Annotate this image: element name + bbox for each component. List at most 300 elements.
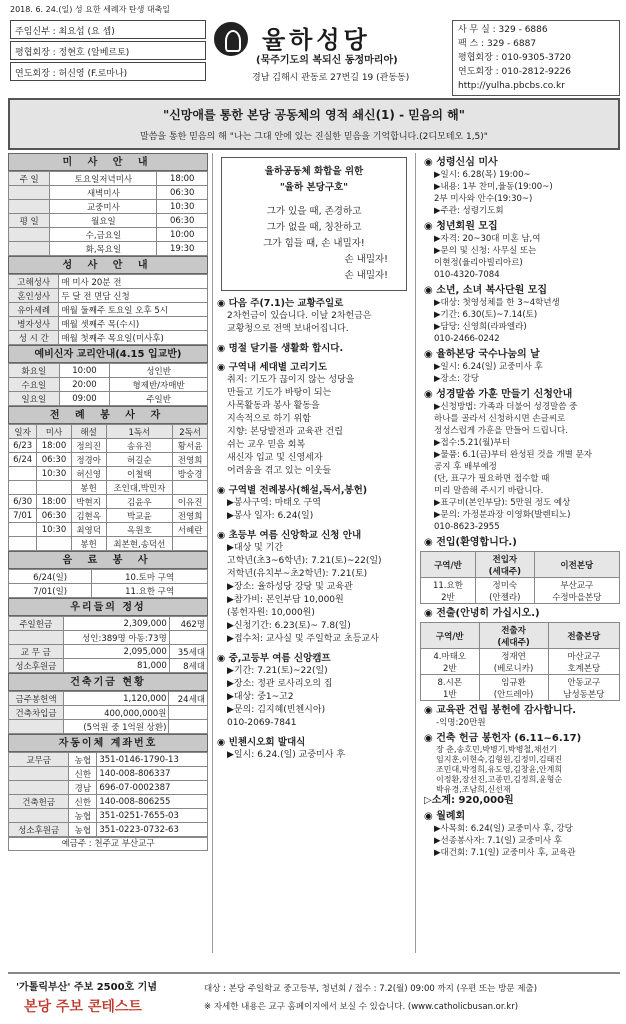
table-cell: 봉헌 bbox=[71, 481, 106, 495]
table-cell: 송유진 bbox=[106, 439, 173, 453]
table-row bbox=[9, 781, 208, 795]
table-cell: 18:00 bbox=[157, 172, 208, 186]
catech-title: 예비신자 교리안내(4.15 입교반) bbox=[8, 345, 208, 363]
notice-line: ▶기간: 7.21(토)~22(일) bbox=[227, 666, 328, 676]
theme-banner bbox=[8, 98, 620, 150]
table-cell: 교 무 금 bbox=[9, 645, 64, 659]
transfer-in-table bbox=[420, 551, 620, 604]
table-cell: 안동교구 남성동본당 bbox=[548, 675, 619, 701]
table-cell: 박현지 bbox=[71, 495, 106, 509]
contact-line: 팩 스 : 329 - 6887 bbox=[458, 39, 537, 49]
table-cell: 전영희 bbox=[173, 509, 208, 523]
table-cell: 140-008-806255 bbox=[97, 795, 208, 809]
table-row bbox=[421, 675, 620, 701]
notice-item bbox=[217, 736, 411, 762]
table-cell: 매 미사 20분 전 bbox=[59, 275, 208, 289]
notice-title: ◉ 구역별 전례봉사(해설,독서,봉헌) bbox=[217, 484, 411, 497]
table-row bbox=[9, 645, 208, 659]
table-row bbox=[9, 453, 208, 467]
table-cell: 2,095,000 bbox=[63, 645, 169, 659]
table-cell: 농협 bbox=[69, 823, 97, 837]
table-header-cell: 구역/반 bbox=[421, 623, 480, 649]
liturgy-title: 전 례 봉 사 자 bbox=[8, 406, 208, 424]
notice-line: 공지 후 배부예정 bbox=[434, 462, 497, 472]
table-cell: 화,목요일 bbox=[50, 242, 157, 256]
notice-line: ▶일시: 6.24(일) 교중미사 후 bbox=[434, 362, 543, 372]
notice-line: ▶문의: 김지혜(빈첸시아) bbox=[227, 705, 326, 715]
table-cell: 18:00 bbox=[37, 439, 72, 453]
notice-line: ▶내용: 1부 찬미,율동(19:00~) bbox=[434, 182, 553, 192]
table-row bbox=[9, 767, 208, 781]
notice-line: ▶신청방법: 가족과 더불어 성경말씀 중 bbox=[434, 402, 578, 412]
table-cell: 정재연 (베로니카) bbox=[479, 649, 548, 675]
table-cell bbox=[169, 706, 208, 720]
transfer-in-title: ◉ 전입(환영합니다.) bbox=[424, 537, 618, 549]
table-cell: 교중미사 bbox=[50, 200, 157, 214]
notice-line: ▶담당: 신영희(라파엘라) bbox=[434, 322, 527, 332]
table-cell: 전영희 bbox=[173, 453, 208, 467]
notice-line: 2부 미사와 안수(19:30~) bbox=[434, 194, 533, 204]
build-table bbox=[8, 691, 208, 734]
table-cell: 김윤우 bbox=[106, 495, 173, 509]
table-row bbox=[9, 242, 208, 256]
notice-line: ▶신청기간: 6.23(토)~ 7.8(일) bbox=[227, 621, 351, 631]
table-cell bbox=[9, 200, 50, 214]
notice-line: 만들고 기도가 바탕이 되는 bbox=[227, 388, 332, 398]
notice-line: 저학년(유치부~초2학년): 7.21(토) bbox=[227, 569, 368, 579]
notice-line: 새신자 입교 및 신영세자 bbox=[227, 453, 323, 463]
table-cell: 성 시 간 bbox=[9, 331, 59, 345]
table-row bbox=[421, 649, 620, 675]
table-cell: 수요일 bbox=[9, 378, 60, 392]
table-row bbox=[9, 228, 208, 242]
music-title: 음 료 봉 사 bbox=[8, 551, 208, 569]
issue-date: 2018. 6. 24.(일) 성 요한 세례자 탄생 대축일 bbox=[10, 5, 171, 14]
table-row bbox=[9, 275, 208, 289]
table-cell: 정의진 bbox=[71, 439, 106, 453]
contact-box bbox=[452, 20, 620, 96]
table-row bbox=[9, 200, 208, 214]
build-title: 건축기금 현황 bbox=[8, 673, 208, 691]
mass-table bbox=[8, 171, 208, 256]
table-header-cell: 전출본당 bbox=[548, 623, 619, 649]
table-cell: 351-0223-0732-63 bbox=[97, 823, 208, 837]
table-cell: 김현옥 bbox=[71, 509, 106, 523]
table-cell: 462명 bbox=[169, 617, 207, 631]
notice-line: ▶문의: 가정분과장 이영화(발렌티노) bbox=[434, 510, 571, 520]
notice-line: ▶물품: 6.1(금)부터 완성된 것을 개별 문자 bbox=[434, 450, 593, 460]
table-cell: 월요일 bbox=[50, 214, 157, 228]
table-cell: 8.시몬 1반 bbox=[421, 675, 480, 701]
table-cell: 06:30 bbox=[37, 453, 72, 467]
notice-item bbox=[424, 285, 618, 345]
table-row bbox=[9, 659, 208, 673]
website-link[interactable]: http://yulha.pbcbs.co.kr bbox=[458, 81, 565, 91]
table-cell: 금주봉헌액 bbox=[9, 692, 64, 706]
table-cell: 이철택 bbox=[106, 467, 173, 481]
notice-line: 010-2069-7841 bbox=[227, 718, 297, 728]
donor-line: 박유경,조남희,신선재 bbox=[436, 785, 511, 794]
notice-item bbox=[424, 349, 618, 385]
monthly-line: ▶사목회: 6.24(일) 교중미사 후, 강당 bbox=[434, 824, 573, 834]
notice-title: ◉ 중,고등부 여름 신앙캠프 bbox=[217, 652, 411, 665]
notice-title: ◉ 성령신심 미사 bbox=[424, 157, 618, 169]
banner-verse: 말씀을 통한 믿음의 해 "나는 그대 안에 있는 진실한 믿음을 기억합니다.(2디모테오 1,5)" bbox=[140, 132, 488, 142]
contact-line: 평협회장 : 010-9305-3720 bbox=[458, 53, 572, 63]
table-header-cell: 전출자 (세대주) bbox=[479, 623, 548, 649]
table-header-row bbox=[9, 425, 208, 439]
table-cell: 마산교구 호계본당 bbox=[548, 649, 619, 675]
table-row bbox=[9, 509, 208, 523]
parish-emblem-icon bbox=[214, 22, 248, 56]
notice-line: 고학년(초3~6학년): 7.21(토)~22(일) bbox=[227, 556, 382, 566]
table-cell: 교무금 bbox=[9, 753, 69, 767]
table-cell: 황서윤 bbox=[173, 439, 208, 453]
thanks-title: ◉ 교육관 건립 봉헌에 감사합니다. bbox=[424, 705, 618, 717]
table-cell bbox=[37, 537, 72, 551]
table-cell: 7/01(일) bbox=[9, 584, 92, 598]
table-cell: 10.토마 구역 bbox=[92, 570, 208, 584]
finance-title: 우리들의 정성 bbox=[8, 598, 208, 616]
table-cell bbox=[169, 720, 208, 734]
table-cell: 임규환 (안드레아) bbox=[479, 675, 548, 701]
table-cell bbox=[9, 720, 64, 734]
notice-line: 010-2466-0242 bbox=[434, 334, 500, 344]
table-cell: 토요일저녁미사 bbox=[50, 172, 157, 186]
table-cell: 81,000 bbox=[63, 659, 169, 673]
sacrament-title: 성 사 안 내 bbox=[8, 256, 208, 274]
notice-title: ◉ 성경말씀 가훈 만들기 신청안내 bbox=[424, 389, 618, 401]
contact-line: 연도회장 : 010-2812-9226 bbox=[458, 67, 572, 77]
catech-table bbox=[8, 363, 208, 406]
notice-title: ◉ 율하본당 국수나눔의 날 bbox=[424, 349, 618, 361]
table-cell: 10:30 bbox=[37, 523, 72, 537]
notice-line: ▶표구비(본인부담): 5만원 정도 예상 bbox=[434, 498, 571, 508]
table-row bbox=[421, 578, 620, 604]
table-cell: 혼인성사 bbox=[9, 289, 59, 303]
table-cell bbox=[9, 467, 37, 481]
table-cell: 최영덕 bbox=[71, 523, 106, 537]
table-cell: 06:30 bbox=[157, 214, 208, 228]
table-header-cell: 전입자 (세대주) bbox=[475, 552, 534, 578]
notice-line: 010-4320-7084 bbox=[434, 270, 500, 280]
table-cell: 매월 첫째주 목요일(미사후) bbox=[59, 331, 208, 345]
transfer-out-table bbox=[420, 622, 620, 701]
table-row bbox=[9, 631, 208, 645]
table-cell: (5억원 중 1억원 상환) bbox=[64, 720, 169, 734]
table-header-cell: 이전본당 bbox=[534, 552, 619, 578]
notice-title: ◉ 소년, 소녀 복사단원 모집 bbox=[424, 285, 618, 297]
table-cell bbox=[9, 781, 69, 795]
notice-line: ▶봉사 일자: 6.24(일) bbox=[227, 511, 314, 521]
table-row bbox=[9, 795, 208, 809]
notice-item bbox=[217, 484, 411, 523]
donor-line: 조민대,박정희,유도영,김창윤,안계희 bbox=[436, 765, 563, 774]
table-cell: 유아세례 bbox=[9, 303, 59, 317]
table-cell: 11.요한 2반 bbox=[421, 578, 476, 604]
table-cell: 형제반/자매반 bbox=[110, 378, 208, 392]
notice-line: 지향: 본당발전과 교육관 건립 bbox=[227, 427, 343, 437]
notice-line: ▶대상: 중1~고2 bbox=[227, 692, 294, 702]
table-cell: 6/24 bbox=[9, 453, 37, 467]
table-cell: 일요일 bbox=[9, 392, 60, 406]
contest-info: 대상 : 본당 주일학교 중고등부, 청년회 / 접수 : 7.2(월) 09:00 까지 (우편 또는 방문 제출) bbox=[204, 984, 538, 994]
table-row bbox=[9, 809, 208, 823]
table-cell: 7/01 bbox=[9, 509, 37, 523]
contest-name: 본당 주보 콘테스트 bbox=[24, 999, 142, 1015]
table-row bbox=[9, 186, 208, 200]
table-cell bbox=[173, 481, 208, 495]
staff-row: 평협회장 : 정현호 (알베르토) bbox=[10, 41, 206, 60]
monthly-title: ◉ 월례회 bbox=[424, 811, 618, 823]
table-cell: 4.마태오 2반 bbox=[421, 649, 480, 675]
finance-table bbox=[8, 616, 208, 673]
notice-line: 미리 말씀해 주시기 바랍니다. bbox=[434, 486, 544, 496]
table-row bbox=[9, 753, 208, 767]
account-table bbox=[8, 752, 208, 837]
table-cell: 농협 bbox=[69, 809, 97, 823]
motto-line: 그가 없을 때, 칭찬하고 bbox=[266, 222, 362, 233]
notice-title: ◉ 초등부 여름 신앙학교 신청 안내 bbox=[217, 529, 411, 542]
motto-subtitle: "율하 본당구호" bbox=[279, 182, 349, 193]
table-cell: 최본현,송덕선 bbox=[106, 537, 173, 551]
table-cell: 19:30 bbox=[157, 242, 208, 256]
table-cell bbox=[37, 481, 72, 495]
donor-line: 장 춘,송호민,박병기,박병철,채선기 bbox=[436, 745, 557, 754]
table-cell bbox=[9, 186, 50, 200]
table-cell: 이유진 bbox=[173, 495, 208, 509]
notice-item bbox=[217, 529, 411, 646]
table-row bbox=[9, 467, 208, 481]
table-cell: 신한 bbox=[69, 767, 97, 781]
notice-item bbox=[217, 361, 411, 478]
notice-line: ▶자격: 20~30대 미혼 남,여 bbox=[434, 234, 541, 244]
table-row bbox=[9, 481, 208, 495]
liturgy-table bbox=[8, 424, 208, 551]
notice-line: ▶봉사구역: 마태오 구역 bbox=[227, 498, 321, 508]
mass-title: 미 사 안 내 bbox=[8, 153, 208, 171]
table-row bbox=[9, 823, 208, 837]
notice-line: ▶일시: 6.28(목) 19:00~ bbox=[434, 170, 531, 180]
table-row bbox=[9, 495, 208, 509]
monthly-line: ▶대건회: 7.1(일) 교중미사 후, 교육관 bbox=[434, 848, 576, 858]
notice-title: ◉ 구역내 세대별 고리기도 bbox=[217, 361, 411, 374]
table-cell: 2,309,000 bbox=[63, 617, 169, 631]
notice-line: 010-8623-2955 bbox=[434, 522, 500, 532]
table-cell: 평 일 bbox=[9, 214, 50, 228]
table-header-cell: 구역/반 bbox=[421, 552, 476, 578]
table-cell: 성소후원금 bbox=[9, 823, 69, 837]
contest-title: '가톨릭부산' 주보 2500호 기념 bbox=[16, 982, 157, 993]
table-cell bbox=[9, 523, 37, 537]
table-cell bbox=[9, 809, 69, 823]
notice-line: ▶기간: 6.30(토)~7.14(토) bbox=[434, 310, 538, 320]
table-header-cell: 1독서 bbox=[106, 425, 173, 439]
table-cell: 서혜란 bbox=[173, 523, 208, 537]
table-row bbox=[9, 570, 208, 584]
table-cell: 10:30 bbox=[37, 467, 72, 481]
table-cell: 매월 셋째주 목(수시) bbox=[59, 317, 208, 331]
staff-row: 주임신부 : 최요섭 (요 셉) bbox=[10, 20, 206, 39]
table-cell: 8세대 bbox=[169, 659, 207, 673]
table-cell: 성인반 bbox=[110, 364, 208, 378]
table-row bbox=[9, 289, 208, 303]
table-cell: 박교윤 bbox=[106, 509, 173, 523]
motto-line: 손 내밀자! bbox=[344, 270, 388, 281]
table-header-cell: 미사 bbox=[37, 425, 72, 439]
build-offer-title: ◉ 건축 헌금 봉헌자 (6.11~6.17) bbox=[424, 733, 618, 745]
table-cell: 351-0251-7655-03 bbox=[97, 809, 208, 823]
table-header-cell: 해설 bbox=[71, 425, 106, 439]
notice-line: 정성스럽게 가훈을 만들어 드립니다. bbox=[434, 426, 568, 436]
notice-line: ▶대상 및 기간 bbox=[227, 543, 284, 553]
table-cell: 건축차입금 bbox=[9, 706, 64, 720]
table-row bbox=[9, 537, 208, 551]
banner-title: "신망애를 통한 본당 공동체의 영적 쇄신(1) - 믿음의 해" bbox=[162, 108, 466, 122]
table-row bbox=[9, 523, 208, 537]
notice-item bbox=[217, 652, 411, 730]
table-cell: 고해성사 bbox=[9, 275, 59, 289]
table-cell: 옥원호 bbox=[106, 523, 173, 537]
notice-item bbox=[217, 297, 411, 336]
build-offer-total: ▷소계: 920,000원 bbox=[424, 795, 514, 806]
table-row bbox=[9, 439, 208, 453]
notice-item bbox=[424, 221, 618, 281]
table-cell: 건축헌금 bbox=[9, 795, 69, 809]
table-cell: 10:30 bbox=[157, 200, 208, 214]
account-title: 자동이체 계좌번호 bbox=[8, 734, 208, 752]
notice-line: 어려움을 겪고 있는 이웃들 bbox=[227, 466, 332, 476]
motto-line: 그가 힘들 때, 손 내밀자! bbox=[263, 238, 365, 249]
table-row bbox=[9, 706, 208, 720]
notice-line: ▶장소: 정관 로사리오의 집 bbox=[227, 679, 333, 689]
left-column bbox=[8, 153, 208, 851]
middle-column bbox=[212, 153, 416, 953]
right-column bbox=[420, 153, 620, 859]
table-cell: 1,120,000 bbox=[64, 692, 169, 706]
motto-line: 손 내밀자! bbox=[344, 254, 388, 265]
table-cell: 주일헌금 bbox=[9, 617, 64, 631]
table-row bbox=[9, 303, 208, 317]
table-cell: 06:30 bbox=[37, 509, 72, 523]
table-row bbox=[9, 331, 208, 345]
contest-note: ※ 자세한 내용은 교구 홈페이지에서 보실 수 있습니다. (www.catholicbusan.or.kr) bbox=[204, 1002, 519, 1012]
table-cell: 140-008-806337 bbox=[97, 767, 208, 781]
table-cell: 농협 bbox=[69, 753, 97, 767]
notice-item bbox=[217, 342, 411, 355]
table-cell bbox=[9, 537, 37, 551]
table-row bbox=[9, 364, 208, 378]
table-row bbox=[9, 720, 208, 734]
table-cell: 주일반 bbox=[110, 392, 208, 406]
table-header-row bbox=[421, 623, 620, 649]
notice-line: ▶문의 및 신청: 사무실 또는 bbox=[434, 246, 537, 256]
notice-line: (봉헌자원: 10,000원) bbox=[227, 608, 315, 618]
footer bbox=[8, 972, 620, 1022]
notice-title: ◉ 다음 주(7.1)는 교황주일로 bbox=[217, 297, 411, 310]
monthly-line: ▶선종봉사자: 7.1(일) 교중미사 후 bbox=[434, 836, 562, 846]
table-cell bbox=[169, 631, 207, 645]
notice-line: ▶접수처: 교사실 및 주일학교 초등교사 bbox=[227, 634, 379, 644]
table-cell: 정경아 bbox=[71, 453, 106, 467]
table-row bbox=[9, 392, 208, 406]
table-cell: 06:30 bbox=[157, 186, 208, 200]
table-row bbox=[9, 692, 208, 706]
table-header-cell: 일자 bbox=[9, 425, 37, 439]
table-cell: 정미숙 (안젤라) bbox=[475, 578, 534, 604]
notice-line: 하나를 골라서 신청하시면 손글씨로 bbox=[434, 414, 566, 424]
table-row bbox=[9, 214, 208, 228]
table-cell bbox=[9, 631, 64, 645]
table-cell: 09:00 bbox=[59, 392, 109, 406]
table-cell: 35세대 bbox=[169, 645, 207, 659]
table-cell: 20:00 bbox=[59, 378, 109, 392]
notice-line: 이현정(율리아빌리아르) bbox=[434, 258, 523, 268]
table-cell: 성인:389명 아동:73명 bbox=[63, 631, 169, 645]
parish-name: 율하성당 bbox=[262, 26, 371, 54]
table-cell: 방숭경 bbox=[173, 467, 208, 481]
notice-item bbox=[424, 157, 618, 217]
table-cell: 24세대 bbox=[169, 692, 208, 706]
notice-line: 쉬는 교우 믿음 회복 bbox=[227, 440, 306, 450]
notice-item bbox=[424, 389, 618, 533]
notice-line: ▶주관: 성령기도회 bbox=[434, 206, 504, 216]
donor-line: 임지훈,이현숙,김형원,김정미,김태진 bbox=[436, 755, 563, 764]
table-cell: 화요일 bbox=[9, 364, 60, 378]
table-header-cell: 2독서 bbox=[173, 425, 208, 439]
notice-line: ▶대상: 첫영성체를 한 3~4학년생 bbox=[434, 298, 560, 308]
table-cell: 6/24(일) bbox=[9, 570, 92, 584]
notice-title: ◉ 명절 달기를 생활화 합시다. bbox=[217, 342, 411, 355]
notice-line: ▶장소: 강당 bbox=[434, 374, 479, 384]
table-cell: 조인대,박민자 bbox=[106, 481, 173, 495]
transfer-out-title: ◉ 전출(안녕히 가십시오.) bbox=[424, 608, 618, 620]
table-cell: 11.요한 구역 bbox=[92, 584, 208, 598]
table-cell bbox=[173, 537, 208, 551]
notice-line: 2차헌금이 있습니다. 이날 2차헌금은 bbox=[227, 311, 372, 321]
notice-title: ◉ 빈첸시오회 발대식 bbox=[217, 736, 411, 749]
parish-motto-box bbox=[221, 157, 407, 291]
table-cell: 병자성사 bbox=[9, 317, 59, 331]
table-cell bbox=[9, 481, 37, 495]
account-holder: 예금주 : 천주교 부산교구 bbox=[8, 837, 208, 851]
table-header-row bbox=[421, 552, 620, 578]
table-cell: 696-07-0002387 bbox=[97, 781, 208, 795]
table-cell: 수,금요일 bbox=[50, 228, 157, 242]
notice-line: ▶접수:5.21(월)부터 bbox=[434, 438, 511, 448]
motto-title: 율하공동체 화합을 위한 bbox=[264, 166, 364, 177]
notice-title: ◉ 청년회원 모집 bbox=[424, 221, 618, 233]
table-cell: 주 일 bbox=[9, 172, 50, 186]
table-row bbox=[9, 317, 208, 331]
table-cell bbox=[9, 767, 69, 781]
notice-line: 지속적으로 하기 위함 bbox=[227, 414, 311, 424]
staff-row: 연도회장 : 허신영 (F.로마나) bbox=[10, 62, 206, 81]
table-cell: 351-0146-1790-13 bbox=[97, 753, 208, 767]
table-cell: 매월 둘째주 토요일 오후 5시 bbox=[59, 303, 208, 317]
table-cell: 6/23 bbox=[9, 439, 37, 453]
table-cell: 18:00 bbox=[37, 495, 72, 509]
table-cell: 신한 bbox=[69, 795, 97, 809]
table-cell bbox=[9, 228, 50, 242]
parish-subtitle: (묵주기도의 복되신 동정마리아) bbox=[256, 55, 398, 66]
notice-line: ▶참가비: 본인부담 10,000원 bbox=[227, 595, 344, 605]
table-cell: 허신영 bbox=[71, 467, 106, 481]
notice-line: (단, 표구가 필요하면 접수할 때 bbox=[434, 474, 550, 484]
table-cell: 6/30 bbox=[9, 495, 37, 509]
table-row bbox=[9, 617, 208, 631]
table-row bbox=[9, 584, 208, 598]
